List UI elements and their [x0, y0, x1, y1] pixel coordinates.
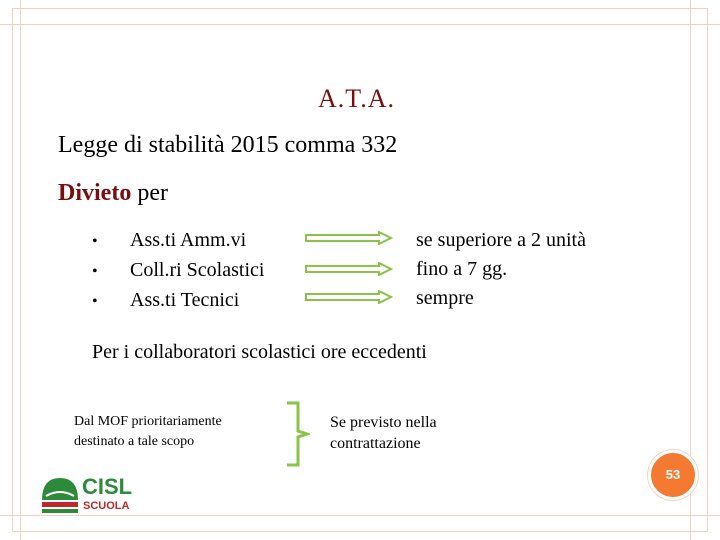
cisl-logo-icon [40, 474, 80, 516]
note-right [330, 412, 437, 454]
note-left-line: Dal MOF prioritariamente [74, 414, 222, 429]
list-item-label: Ass.ti Amm.vi [130, 229, 247, 251]
arrow-right-icon [305, 290, 393, 304]
divieto-bold: Divieto [58, 180, 132, 206]
bullet: • [92, 293, 98, 310]
logo-text: CISL [82, 474, 133, 499]
list-item [92, 256, 264, 286]
frame-line-top [0, 24, 720, 25]
cisl-scuola-logo [40, 474, 133, 521]
note-right-line: Se previsto nella [330, 414, 437, 431]
condition-item: sempre [416, 287, 474, 309]
note-left [74, 412, 222, 452]
bullet: • [92, 233, 98, 250]
divieto-heading [58, 180, 168, 207]
paragraph-text: Per i collaboratori scolastici ore eccedenti [92, 341, 427, 363]
frame-line-left [20, 0, 21, 540]
staff-list [92, 226, 264, 316]
condition-item: fino a 7 gg. [416, 258, 508, 280]
note-left-line: destinato a tale scopo [74, 434, 195, 449]
slide-subtitle: Legge di stabilità 2015 comma 332 [58, 132, 398, 158]
divieto-rest: per [131, 180, 168, 206]
bracket-icon [284, 400, 310, 468]
logo-subtext: SCUOLA [83, 500, 130, 512]
note-right-line: contrattazione [330, 435, 421, 452]
arrow-right-icon [305, 231, 393, 245]
list-item [92, 286, 264, 316]
arrow-right-icon [305, 262, 393, 276]
condition-item: se superiore a 2 unità [416, 229, 586, 251]
list-item [92, 226, 264, 256]
list-item-label: Coll.ri Scolastici [130, 259, 265, 281]
frame-line-bottom [0, 515, 720, 516]
page-number-badge: 53 [648, 450, 698, 500]
list-item-label: Ass.ti Tecnici [130, 289, 240, 311]
slide-title: A.T.A. [318, 84, 396, 113]
bullet: • [92, 263, 98, 280]
condition-list [416, 226, 586, 313]
